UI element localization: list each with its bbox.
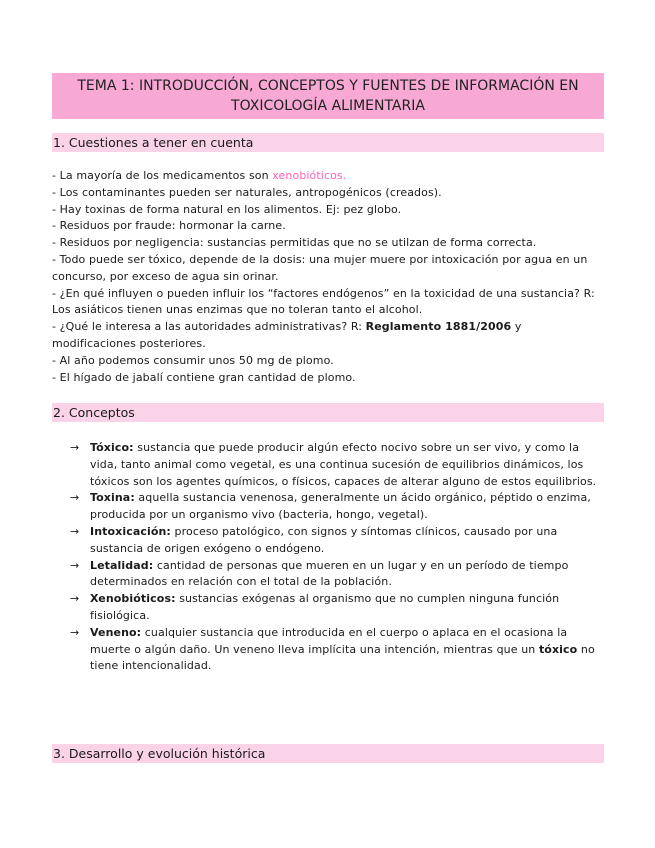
concept-term-inline: tóxico (538, 642, 578, 656)
section-heading-cuestiones (52, 133, 604, 152)
list-item: - Residuos por fraude: hormonar la carne. (52, 219, 286, 233)
concept-item-xenobioticos (70, 591, 600, 625)
highlighted-term: xenobióticos. (272, 169, 347, 182)
concept-item-letalidad (70, 558, 600, 592)
list-item: - Los contaminantes pueden ser naturales, antropogénicos (creados). (52, 185, 442, 199)
concept-definition: cualquier sustancia que introducida en el cuerpo o aplaca en el ocasiona la muerte o algún daño. Un veneno lleva implícita una intención, mientras que un (90, 625, 568, 656)
cuestiones-list (52, 168, 600, 386)
arrow-right-icon: → (70, 558, 80, 572)
list-item (52, 168, 600, 185)
conceptos-list (70, 440, 600, 675)
arrow-right-icon: → (70, 625, 80, 639)
arrow-right-icon: → (70, 592, 80, 606)
concept-definition: sustancias exógenas al organismo que no cumplen ninguna función fisiológica. (90, 592, 560, 622)
list-item: - El hígado de jabalí contiene gran cantidad de plomo. (52, 370, 356, 384)
section-heading-conceptos (52, 403, 604, 422)
regulation-reference: Reglamento 1881/2006 (365, 320, 512, 334)
section-heading-text: 2. Conceptos (53, 405, 135, 420)
list-item: - Al año podemos consumir unos 50 mg de plomo. (52, 353, 334, 367)
list-item: - ¿En qué influyen o pueden influir los “factores endógenos” en la toxicidad de una sustancia? R: Los asiáticos tienen unas enzimas que no toleran tanto el alcohol. (52, 286, 595, 317)
concept-definition: sustancia que puede producir algún efecto nocivo sobre un ser vivo, y como la vida, tanto animal como vegetal, es una continua sucesión de equilibrios dinámicos, los tóxicos son los agentes químicos, o físicos, capaces de alterar alguno de estos equilibrios. (90, 441, 597, 488)
concept-term: Intoxicación: (90, 524, 171, 538)
document-title-text: TEMA 1: INTRODUCCIÓN, CONCEPTOS Y FUENTES DE INFORMACIÓN EN TOXICOLOGÍA ALIMENTARIA (77, 78, 579, 114)
concept-item-intoxicacion (70, 524, 600, 558)
arrow-right-icon: → (70, 524, 80, 538)
arrow-right-icon: → (70, 441, 80, 454)
document-title (52, 73, 604, 119)
concept-term: Tóxico: (90, 441, 134, 454)
list-item: - Hay toxinas de forma natural en los alimentos. Ej: pez globo. (52, 202, 402, 216)
list-item-text: - ¿Qué le interesa a las autoridades administrativas? R: (52, 320, 366, 334)
concept-definition: aquella sustancia venenosa, generalmente un ácido orgánico, péptido o enzima, producida por un organismo vivo (bacteria, hongo, vegetal). (90, 491, 591, 522)
concept-item-toxico (70, 440, 600, 490)
concept-term: Veneno: (90, 625, 142, 639)
list-item-text: y modificaciones posteriores. (52, 320, 522, 350)
list-item-text: - La mayoría de los medicamentos son (52, 169, 273, 182)
section-heading-text: 3. Desarrollo y evolución histórica (53, 746, 266, 761)
list-item (52, 319, 600, 353)
list-item: - Residuos por negligencia: sustancias permitidas que no se utilzan de forma correcta. (52, 236, 537, 250)
arrow-right-icon: → (70, 491, 80, 505)
concept-term: Letalidad: (90, 558, 154, 572)
concept-item-toxina (70, 490, 600, 524)
list-item: - Todo puede ser tóxico, depende de la dosis: una mujer muere por intoxicación por agua en un concurso, por exceso de agua sin orinar. (52, 252, 588, 283)
concept-item-veneno (70, 625, 600, 675)
concept-definition: no tiene intencionalidad. (90, 642, 595, 673)
concept-term: Xenobióticos: (90, 592, 176, 606)
concept-definition: cantidad de personas que mueren en un lugar y en un período de tiempo determinados en relación con el total de la población. (90, 558, 569, 589)
section-heading-desarrollo (52, 744, 604, 763)
concept-definition: proceso patológico, con signos y síntomas clínicos, causado por una sustancia de origen exógeno o endógeno. (90, 524, 558, 555)
concept-term: Toxina: (90, 491, 135, 505)
section-heading-text: 1. Cuestiones a tener en cuenta (53, 135, 254, 150)
